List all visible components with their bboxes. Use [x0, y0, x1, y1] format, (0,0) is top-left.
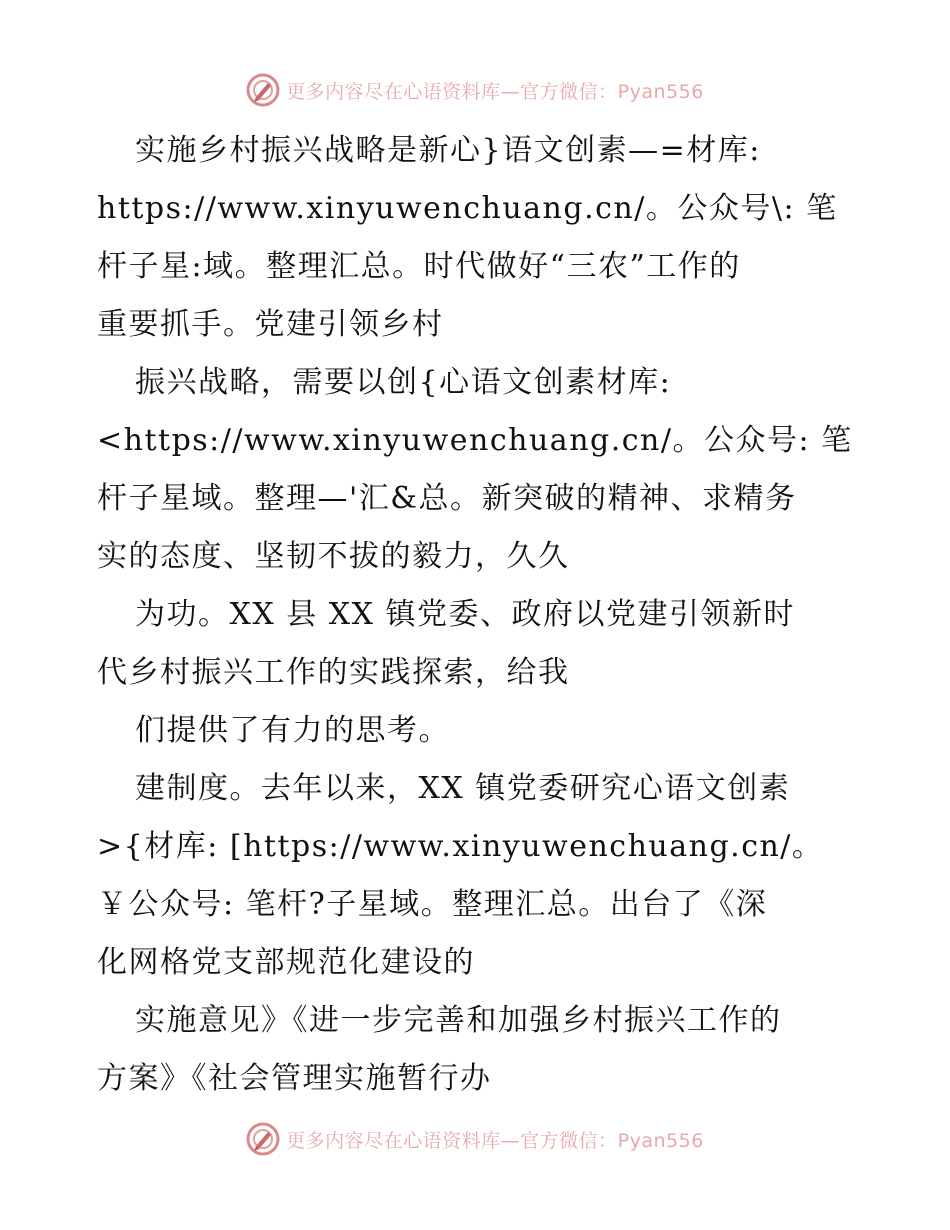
- text-line: 实施意见》《进一步完善和加强乡村振兴工作的: [135, 1003, 782, 1038]
- text-line: 杆子星:域。整理汇总。时代做好“三农”工作的: [97, 249, 741, 284]
- text-line: 杆子星域。整理—'汇&总。新突破的精神、求精务: [97, 481, 797, 516]
- document-body: [97, 122, 857, 1108]
- text-line: https://www.xinyuwenchuang.cn/。公众号\: 笔: [97, 191, 838, 226]
- pen-logo-icon: [246, 73, 280, 107]
- text-line: 实施乡村振兴战略是新心}语文创素—=材库:: [135, 133, 761, 168]
- text-line: 振兴战略，需要以创{心语文创素材库:: [135, 365, 672, 400]
- text-line: >{材库: [https://www.xinyuwenchuang.cn/。: [97, 829, 824, 864]
- pen-logo-icon: [246, 1122, 280, 1156]
- text-line: 代乡村振兴工作的实践探索，给我: [97, 655, 570, 690]
- text-line: 方案》《社会管理实施暂行办: [97, 1061, 492, 1096]
- text-line: 实的态度、坚韧不拔的毅力，久久: [97, 539, 570, 574]
- text-line: 重要抓手。党建引领乡村: [97, 307, 444, 342]
- text-line: 们提供了有力的思考。: [135, 713, 450, 748]
- text-line: ￥公众号: 笔杆?子星域。整理汇总。出台了《深: [97, 887, 768, 922]
- watermark-text: 更多内容尽在心语资料库—官方微信：Pyan556: [286, 80, 704, 103]
- text-line: 建制度。去年以来，XX 镇党委研究心语文创素: [135, 771, 791, 806]
- text-line: <https://www.xinyuwenchuang.cn/。公众号: 笔: [97, 423, 853, 458]
- watermark-text: 更多内容尽在心语资料库—官方微信：Pyan556: [286, 1129, 704, 1152]
- header-watermark: [0, 70, 950, 110]
- text-line: 为功。XX 县 XX 镇党委、政府以党建引领新时: [135, 597, 796, 632]
- text-line: 化网格党支部规范化建设的: [97, 945, 475, 980]
- footer-watermark: [0, 1119, 950, 1159]
